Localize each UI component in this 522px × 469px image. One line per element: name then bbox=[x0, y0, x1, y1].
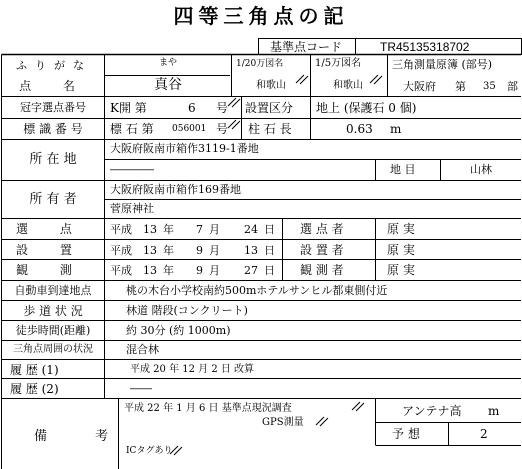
event-year: 13 bbox=[143, 264, 157, 277]
history-label: 履 歴 (2) bbox=[10, 382, 59, 396]
map200k-value: 和歌山 bbox=[256, 80, 286, 91]
remarks-line1: 平成 22 年 1 月 6 日 基準点現況調査 bbox=[124, 403, 292, 414]
setting-value: 地上 (保護石 0 個) bbox=[316, 101, 417, 115]
owner-address: 大阪府阪南市箱作169番地 bbox=[110, 183, 241, 196]
register-label: 三角測量原簿 (部号) bbox=[392, 58, 493, 71]
marker-go: 号 bbox=[216, 122, 229, 136]
info-label: 三角点周囲の状況 bbox=[13, 344, 93, 355]
event-month-unit: 月 bbox=[209, 264, 220, 277]
pillar-value: 0.63 bbox=[346, 122, 373, 136]
event-day-unit: 日 bbox=[264, 244, 275, 257]
event-year-unit: 年 bbox=[163, 223, 174, 236]
map200k-label: 1/20万図名 bbox=[236, 59, 284, 69]
pillar-label: 柱 石 長 bbox=[248, 122, 292, 136]
event-month: 9 bbox=[196, 244, 203, 257]
event-label: 観 測 bbox=[16, 263, 86, 277]
setting-label: 設置区分 bbox=[245, 101, 294, 115]
event-person: 原 実 bbox=[387, 222, 415, 236]
map50k-value: 和歌山 bbox=[333, 80, 363, 91]
map50k-label: 1/5万図名 bbox=[315, 58, 362, 69]
info-label: 自動車到達地点 bbox=[14, 284, 92, 297]
furigana-label: ふりがな bbox=[16, 59, 92, 72]
event-day-unit: 日 bbox=[264, 264, 275, 277]
event-label: 設 置 bbox=[16, 243, 86, 257]
yosou-value: 2 bbox=[480, 427, 488, 441]
history-value: 平成 20 年 12 月 2 日 改算 bbox=[130, 364, 255, 375]
register-no: 35 bbox=[483, 81, 496, 92]
kanji-value: K開 第 bbox=[110, 101, 147, 115]
info-value: 桃の木台小学校南約500mホテルサンヒル都東側付近 bbox=[126, 284, 388, 297]
kijunten-code-value: TR45135318702 bbox=[380, 40, 470, 54]
event-day: 24 bbox=[244, 223, 258, 236]
event-person: 原 実 bbox=[387, 243, 415, 257]
chimoku-value: 山林 bbox=[470, 163, 492, 176]
marker-number-value: 標 石 第 bbox=[110, 122, 154, 136]
event-day-unit: 日 bbox=[264, 223, 275, 236]
event-day: 13 bbox=[244, 244, 258, 257]
info-value: 約 30分 (約 1000m) bbox=[126, 324, 231, 337]
info-value: 混合林 bbox=[126, 343, 159, 356]
remarks-line3: ICタグあり bbox=[126, 446, 173, 456]
event-role: 選 点 者 bbox=[300, 222, 344, 236]
point-name: 真谷 bbox=[154, 77, 182, 93]
event-month-unit: 月 bbox=[209, 223, 220, 236]
event-era: 平成 bbox=[110, 223, 132, 236]
register-pref: 大阪府 bbox=[403, 80, 436, 93]
event-year-unit: 年 bbox=[163, 244, 174, 257]
pillar-unit: m bbox=[390, 122, 402, 136]
location-line2: ―――― bbox=[110, 163, 154, 176]
remarks-line2: GPS測量 bbox=[262, 417, 304, 428]
location-label: 所 在 地 bbox=[29, 152, 77, 167]
kanji-number-label: 冠字選点番号 bbox=[20, 101, 86, 114]
event-era: 平成 bbox=[110, 264, 132, 277]
point-name-label: 点 名 bbox=[19, 79, 89, 93]
info-label: 歩 道 状 況 bbox=[23, 304, 83, 318]
antenna-label: アンテナ高 bbox=[402, 404, 462, 418]
event-role: 設 置 者 bbox=[300, 243, 344, 257]
remarks-label: 備 考 bbox=[34, 429, 131, 444]
yosou-label: 予 想 bbox=[392, 427, 420, 441]
owner-label: 所 有 者 bbox=[29, 192, 77, 207]
point-name-reading: まや bbox=[158, 58, 177, 68]
event-year: 13 bbox=[143, 244, 157, 257]
kijunten-code-label: 基準点コード bbox=[270, 40, 343, 54]
event-day: 27 bbox=[244, 264, 258, 277]
document-title: 四等三角点の記 bbox=[173, 4, 349, 28]
antenna-unit: m bbox=[488, 404, 500, 418]
event-era: 平成 bbox=[110, 244, 132, 257]
marker-number-label: 標 識 番 号 bbox=[23, 122, 83, 136]
location-address: 大阪府阪南市箱作3119-1番地 bbox=[110, 142, 259, 155]
marker-serial: 056001 bbox=[172, 124, 207, 134]
event-role: 観 測 者 bbox=[300, 263, 344, 277]
event-month-unit: 月 bbox=[209, 244, 220, 257]
info-label: 徒歩時間(距離) bbox=[15, 324, 91, 337]
history-label: 履 歴 (1) bbox=[10, 363, 59, 377]
event-month: 9 bbox=[196, 264, 203, 277]
register-bu: 部 bbox=[507, 80, 518, 93]
register-dai: 第 bbox=[455, 80, 466, 93]
event-year-unit: 年 bbox=[163, 264, 174, 277]
kanji-go: 号 bbox=[216, 101, 229, 115]
event-person: 原 実 bbox=[387, 263, 415, 277]
owner-name: 菅原神社 bbox=[110, 202, 154, 215]
event-month: 7 bbox=[196, 223, 203, 236]
chimoku-label: 地 目 bbox=[390, 163, 416, 176]
event-year: 13 bbox=[143, 223, 157, 236]
history-value: ―― bbox=[130, 382, 152, 395]
kanji-number: 6 bbox=[188, 101, 196, 115]
event-label: 選 点 bbox=[16, 222, 86, 236]
info-value: 林道 階段(コンクリート) bbox=[126, 304, 248, 317]
